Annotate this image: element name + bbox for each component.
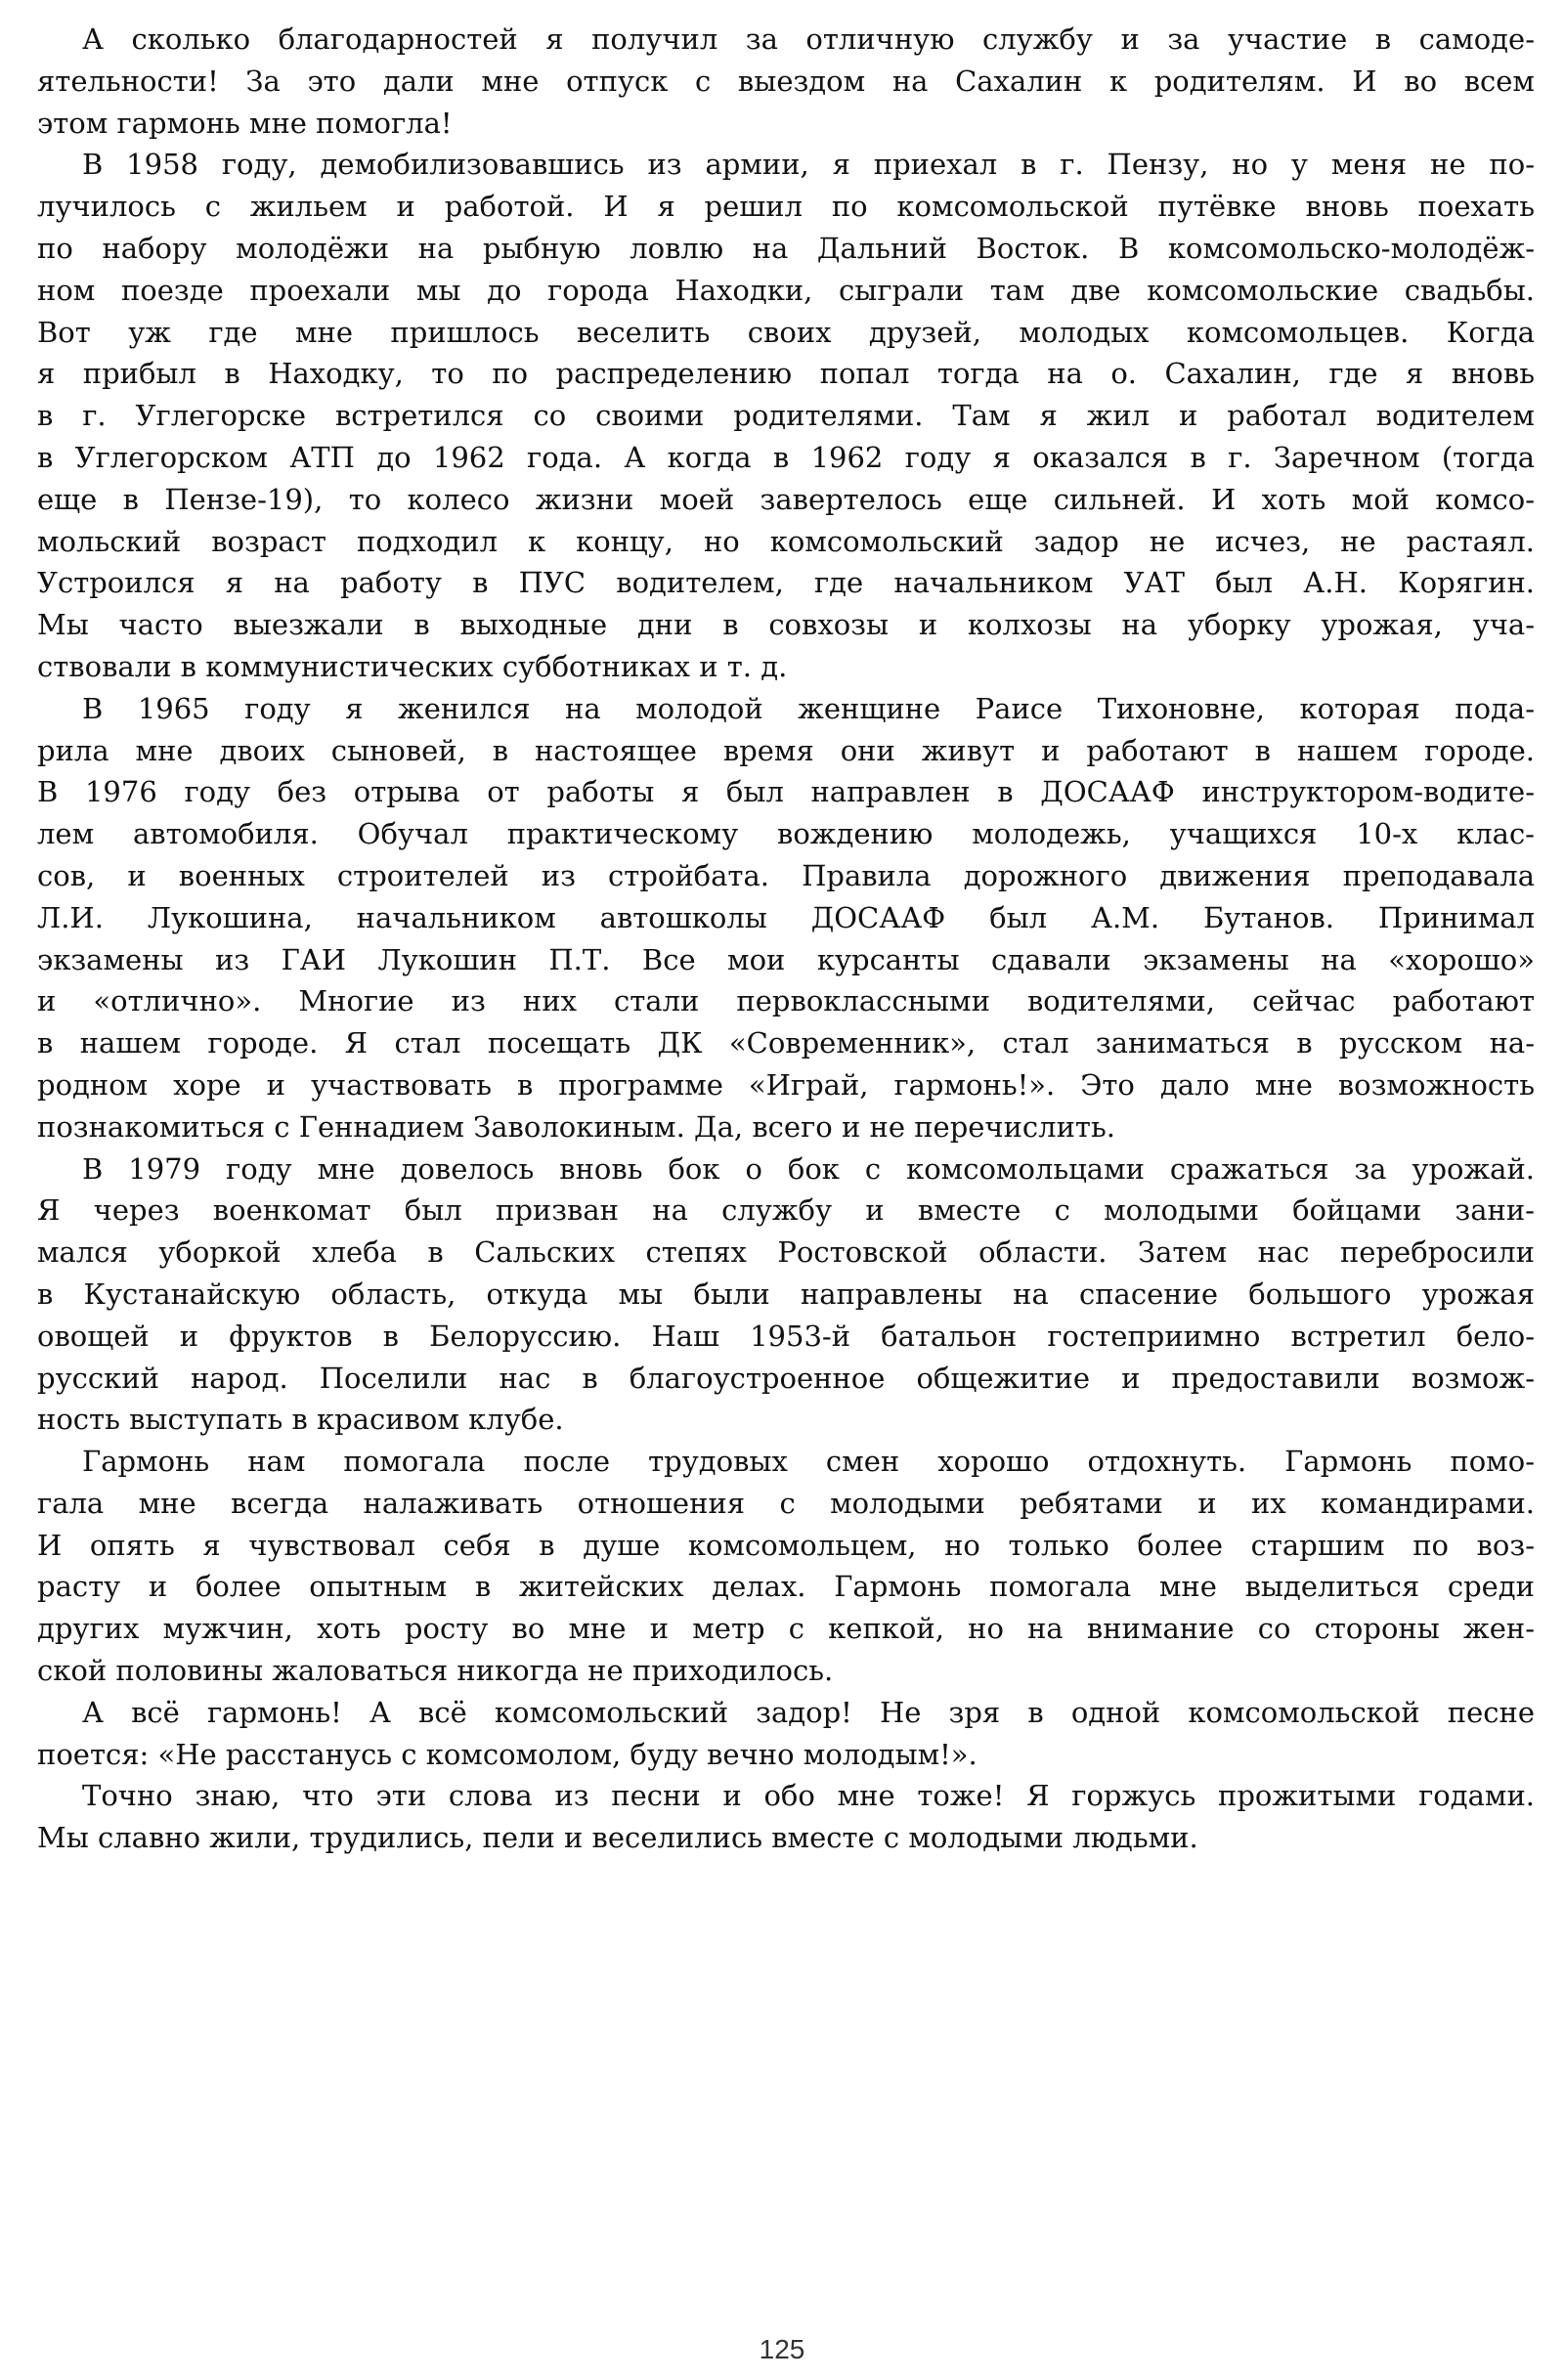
text-line: ской половины жаловаться никогда не приходилось. <box>37 1654 834 1688</box>
text-line: этом гармонь мне помогла! <box>37 106 453 140</box>
text-line: мался уборкой хлеба в Сальских степях Ростовской области. Затем нас перебросили <box>37 1235 1535 1270</box>
text-line: еще в Пензе-19), то колесо жизни моей завертелось еще сильней. И хоть мой комсо- <box>37 482 1535 516</box>
text-line: И опять я чувствовал себя в душе комсомольцем, но только более старшим по воз- <box>37 1528 1535 1562</box>
text-line: гала мне всегда налаживать отношения с молодыми ребятами и их командирами. <box>37 1486 1535 1520</box>
text-line: Мы часто выезжали в выходные дни в совхозы и колхозы на уборку урожая, уча- <box>37 608 1535 642</box>
text-line: Точно знаю, что эти слова из песни и обо мне тоже! Я горжусь прожитыми годами. <box>82 1779 1535 1813</box>
text-line: Гармонь нам помогала после трудовых смен хорошо отдохнуть. Гармонь помо- <box>82 1445 1535 1479</box>
text-line: ном поезде проехали мы до города Находки, сыграли там две комсомольские свадьбы. <box>37 273 1535 307</box>
text-line: я прибыл в Находку, то по распределению попал тогда на о. Сахалин, где я вновь <box>37 357 1535 391</box>
text-line: в Кустанайскую область, откуда мы были направлены на спасение большого урожая <box>37 1277 1535 1311</box>
text-line: Устроился я на работу в ПУС водителем, где начальником УАТ был А.Н. Корягин. <box>37 566 1535 600</box>
text-line: экзамены из ГАИ Лукошин П.Т. Все мои курсанты сдавали экзамены на «хорошо» <box>37 942 1535 976</box>
paragraph <box>37 1148 1535 1442</box>
text-line: в Углегорском АТП до 1962 года. А когда в 1962 году я оказался в г. Заречном (тогда <box>37 440 1535 474</box>
text-line: мольский возраст подходил к концу, но комсомольский задор не исчез, не растаял. <box>37 524 1535 558</box>
text-line: расту и более опытным в житейских делах. Гармонь помогала мне выделиться среди <box>37 1570 1535 1604</box>
text-line: Вот уж где мне пришлось веселить своих друзей, молодых комсомольцев. Когда <box>37 315 1535 349</box>
text-line: других мужчин, хоть росту во мне и метр с кепкой, но на внимание со стороны жен- <box>37 1612 1535 1646</box>
text-line: В 1976 году без отрыва от работы я был направлен в ДОСААФ инструктором-водите- <box>37 775 1535 809</box>
page-number: 125 <box>759 2334 805 2364</box>
text-line: А сколько благодарностей я получил за отличную службу и за участие в самоде- <box>82 22 1535 56</box>
text-line: Л.И. Лукошина, начальником автошколы ДОСААФ был А.М. Бутанов. Принимал <box>37 900 1535 934</box>
text-line: лучилось с жильем и работой. И я решил по комсомольской путёвке вновь поехать <box>37 190 1535 224</box>
text-line: в г. Углегорске встретился со своими родителями. Там я жил и работал водителем <box>37 399 1535 433</box>
text-line: по набору молодёжи на рыбную ловлю на Дальний Восток. В комсомольско-молодёж- <box>37 231 1535 265</box>
text-line: ствовали в коммунистических субботниках и т. д. <box>37 649 788 683</box>
text-line: Мы славно жили, трудились, пели и веселились вместе с молодыми людьми. <box>37 1821 1198 1855</box>
text-line: русский народ. Поселили нас в благоустроенное общежитие и предоставили возмож- <box>37 1361 1535 1395</box>
paragraph <box>37 688 1535 1148</box>
body-text <box>37 19 1535 1859</box>
text-line: родном хоре и участвовать в программе «Играй, гармонь!». Это дало мне возможность <box>37 1067 1535 1102</box>
paragraph <box>37 144 1535 687</box>
paragraph <box>37 1775 1535 1859</box>
text-line: в нашем городе. Я стал посещать ДК «Современник», стал заниматься в русском на- <box>37 1026 1535 1060</box>
paragraph <box>37 1441 1535 1692</box>
text-line: В 1979 году мне довелось вновь бок о бок с комсомольцами сражаться за урожай. <box>82 1151 1535 1186</box>
text-line: А всё гармонь! А всё комсомольский задор! Не зря в одной комсомольской песне <box>82 1695 1535 1729</box>
text-line: ятельности! За это дали мне отпуск с выездом на Сахалин к родителям. И во всем <box>37 64 1535 98</box>
text-line: В 1965 году я женился на молодой женщине Раисе Тихоновне, которая пода- <box>82 691 1535 725</box>
text-line: сов, и военных строителей из стройбата. Правила дорожного движения преподавала <box>37 858 1535 892</box>
text-line: В 1958 году, демобилизовавшись из армии, я приехал в г. Пензу, но у меня не по- <box>82 148 1535 182</box>
text-line: и «отлично». Многие из них стали первоклассными водителями, сейчас работают <box>37 984 1535 1018</box>
text-line: рила мне двоих сыновей, в настоящее время они живут и работают в нашем городе. <box>37 733 1535 767</box>
text-line: Я через военкомат был призван на службу и вместе с молодыми бойцами зани- <box>37 1193 1535 1228</box>
paragraph <box>37 1692 1535 1776</box>
text-line: ность выступать в красивом клубе. <box>37 1403 564 1437</box>
text-line: поется: «Не расстанусь с комсомолом, буду вечно молодым!». <box>37 1737 978 1771</box>
text-line: познакомиться с Геннадием Заволокиным. Да, всего и не перечислить. <box>37 1109 1115 1144</box>
text-line: лем автомобиля. Обучал практическому вождению молодежь, учащихся 10-х клас- <box>37 817 1535 851</box>
text-line: овощей и фруктов в Белоруссию. Наш 1953-й батальон гостеприимно встретил бело- <box>37 1319 1535 1353</box>
paragraph <box>37 19 1535 144</box>
